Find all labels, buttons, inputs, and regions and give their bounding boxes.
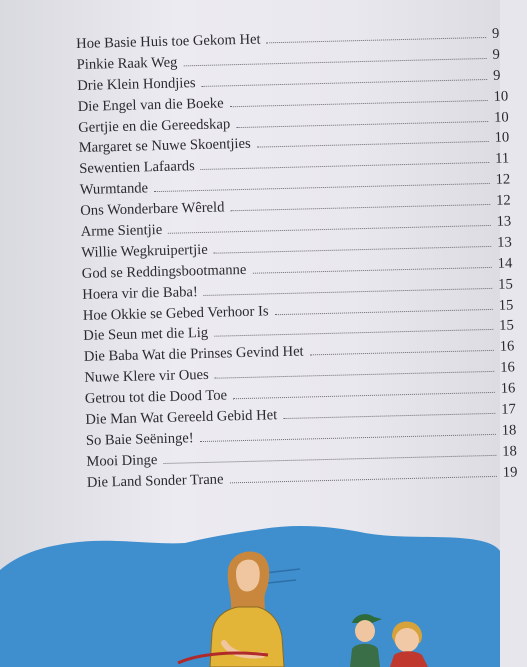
dot-leader — [200, 434, 496, 442]
toc-entry-page: 16 — [500, 359, 516, 376]
dot-leader — [214, 246, 492, 254]
toc-entry-title: So Baie Seëninge! — [85, 430, 194, 449]
toc-entry-title: God se Reddingsbootmanne — [81, 261, 247, 282]
dot-leader — [267, 37, 487, 43]
dot-leader — [204, 288, 492, 296]
dot-leader — [201, 162, 489, 170]
toc-entry-title: Getrou tot die Dood Toe — [84, 387, 228, 408]
toc-entry-title: Hoera vir die Baba! — [82, 283, 198, 303]
toc-entry-page: 14 — [497, 255, 513, 272]
toc-entry-page: 10 — [494, 129, 510, 147]
toc-entry-page: 12 — [495, 171, 511, 189]
dot-leader — [236, 121, 488, 128]
dot-leader — [202, 79, 488, 87]
toc-entry-page: 9 — [492, 46, 501, 63]
dot-leader — [163, 455, 496, 464]
toc-entry-title: Die Engel van die Boeke — [77, 95, 224, 115]
table-of-contents — [76, 25, 527, 495]
toc-entry-page: 13 — [496, 213, 512, 230]
toc-entry-title: Margaret se Nuwe Skoentjies — [78, 136, 251, 157]
toc-entry-page: 16 — [499, 338, 515, 356]
toc-entry-title: Mooi Dinge — [86, 451, 158, 470]
toc-entry-title: Hoe Basie Huis toe Gekom Het — [76, 31, 261, 52]
toc-entry-page: 11 — [494, 150, 510, 168]
toc-entry-title: Wurmtande — [79, 180, 149, 199]
toc-entry-title: Die Baba Wat die Prinses Gevind Het — [83, 343, 304, 366]
toc-entry-title: Hoe Okkie se Gebed Verhoor Is — [82, 302, 269, 324]
toc-entry-page: 16 — [500, 380, 516, 397]
dot-leader — [275, 308, 493, 314]
toc-entry-title: Die Land Sonder Trane — [86, 471, 224, 491]
dot-leader — [230, 476, 497, 484]
dot-leader — [233, 392, 495, 399]
toc-entry-title: Gertjie en die Gereedskap — [78, 115, 231, 136]
boy-face — [355, 620, 375, 642]
dot-leader — [230, 204, 490, 211]
child-face — [395, 628, 419, 652]
dot-leader — [257, 141, 489, 148]
toc-entry-title: Ons Wonderbare Wêreld — [80, 199, 225, 220]
toc-entry-page: 10 — [493, 109, 509, 126]
toc-entry-page: 15 — [498, 276, 513, 293]
toc-entry-page: 15 — [498, 296, 514, 314]
toc-entry-page: 19 — [502, 464, 518, 481]
toc-entry-page: 17 — [501, 401, 517, 418]
toc-entry-title: Pinkie Raak Weg — [76, 54, 178, 73]
toc-entry-page: 18 — [502, 443, 518, 460]
toc-entry-title: Sewentien Lafaards — [79, 158, 195, 178]
illustration-children — [0, 525, 500, 667]
boy-body — [350, 644, 380, 667]
toc-entry-title: Die Seun met die Lig — [83, 325, 209, 345]
toc-entry-title: Drie Klein Hondjies — [77, 74, 196, 94]
toc-entry-page: 15 — [499, 317, 515, 335]
toc-entry-page: 13 — [496, 234, 512, 251]
dot-leader — [310, 350, 494, 355]
toc-entry-page: 9 — [491, 25, 500, 42]
dot-leader — [214, 329, 493, 337]
dot-leader — [215, 371, 495, 379]
toc-entry-title: Die Man Wat Gereeld Gebid Het — [85, 407, 278, 428]
toc-entry-page: 18 — [501, 422, 517, 439]
dot-leader — [183, 58, 486, 66]
toc-entry-title: Arme Sientjie — [80, 221, 163, 240]
toc-entry-title: Nuwe Klere vir Oues — [84, 367, 209, 387]
dot-leader — [283, 413, 495, 419]
dot-leader — [154, 183, 490, 192]
toc-entry-page: 9 — [492, 67, 501, 84]
toc-entry-page: 10 — [493, 88, 509, 105]
dot-leader — [252, 267, 491, 274]
dot-leader — [230, 100, 488, 107]
toc-entry-page: 12 — [495, 192, 511, 209]
girl-face — [236, 560, 260, 592]
toc-entry-title: Willie Wegkruipertjie — [81, 241, 208, 261]
dot-leader — [168, 225, 490, 234]
